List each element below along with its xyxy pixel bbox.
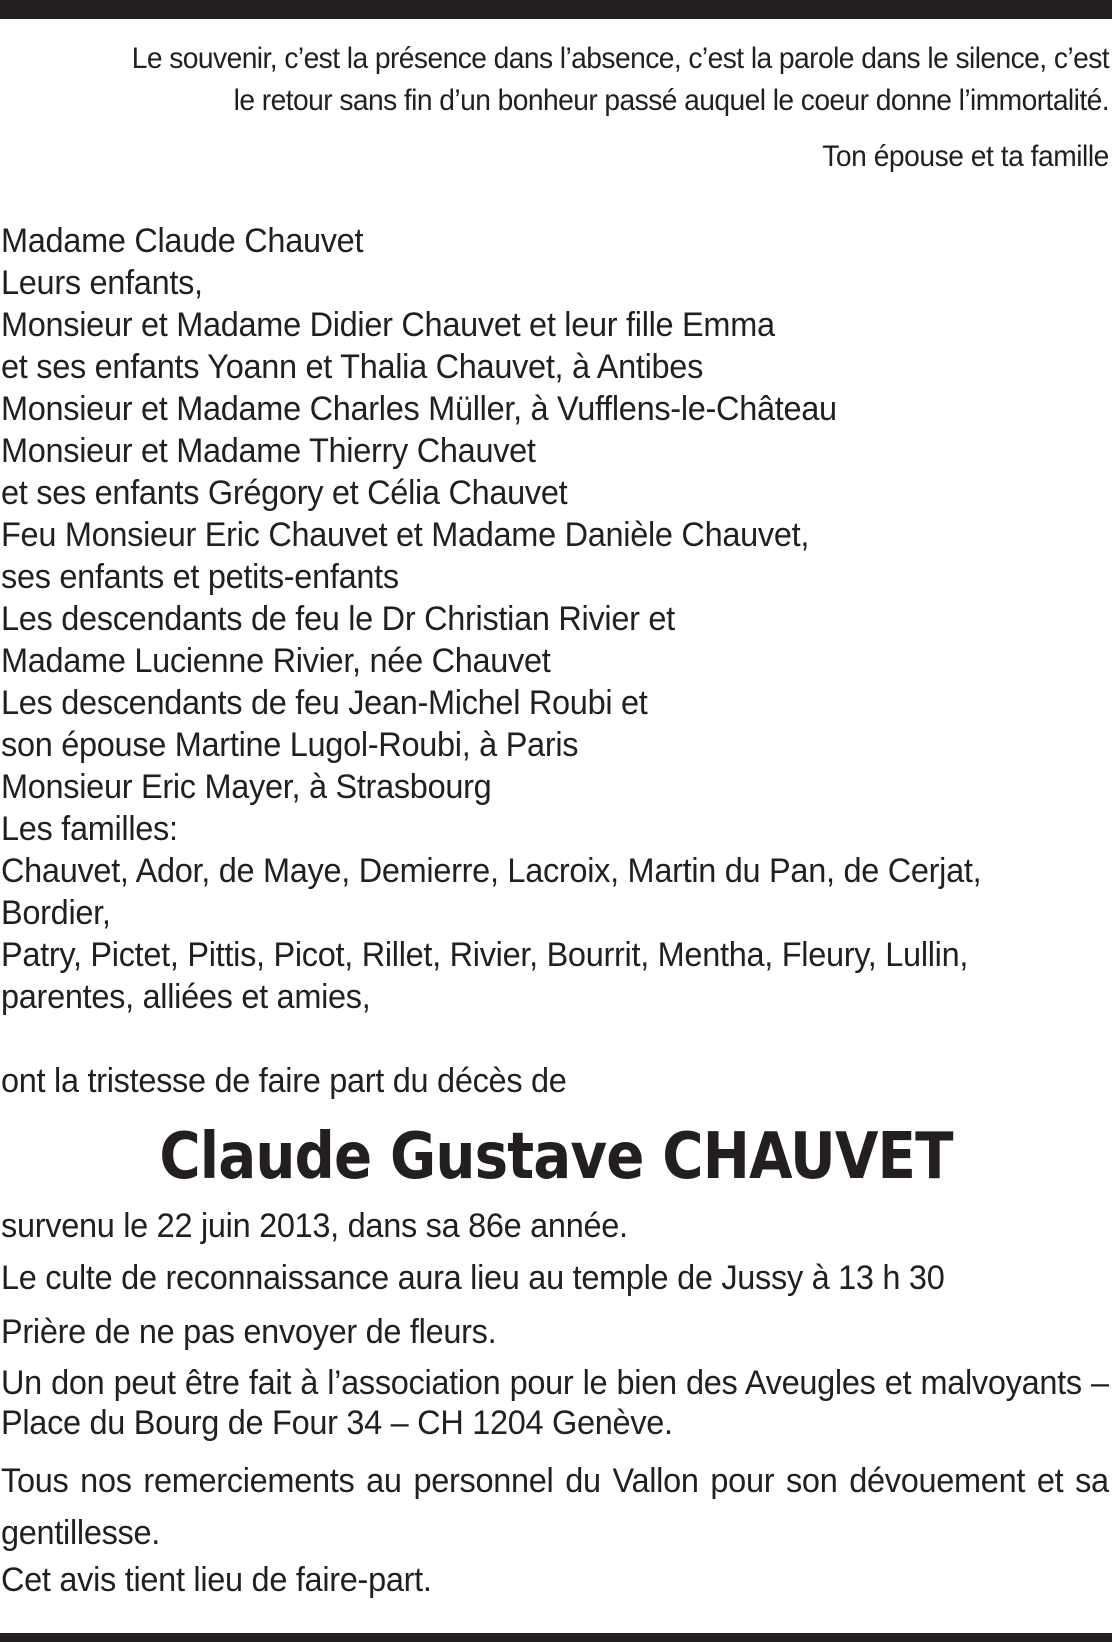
family-line: Bordier, (1, 894, 111, 932)
memorial-quote (84, 38, 1109, 122)
donation-info: Un don peut être fait à l’association pour le bien des Aveugles et malvoyants – Place du Bourg de Four 34 – CH 1204 Genève. (1, 1364, 1109, 1442)
family-line: Feu Monsieur Eric Chauvet et Madame Danièle Chauvet, (1, 516, 810, 554)
family-line: Monsieur et Madame Didier Chauvet et leur fille Emma (1, 306, 775, 344)
thanks-message: Tous nos remerciements au personnel du Vallon pour son dévouement et sa gentillesse. (1, 1462, 1109, 1552)
family-line: parentes, alliées et amies, (1, 978, 371, 1016)
family-line: Les descendants de feu le Dr Christian Rivier et (1, 600, 675, 638)
family-list (1, 220, 1109, 1018)
family-line: Monsieur et Madame Charles Müller, à Vufflens-le-Château (1, 390, 837, 428)
quote-line: le retour sans fin d’un bonheur passé auquel le coeur donne l’immortalité. (233, 84, 1109, 117)
service-info: Le culte de reconnaissance aura lieu au temple de Jussy à 13 h 30 (1, 1259, 945, 1297)
quote-signature: Ton épouse et ta famille (822, 140, 1109, 173)
family-line: Leurs enfants, (1, 264, 203, 302)
top-rule (0, 0, 1112, 19)
family-line: Les descendants de feu Jean-Michel Roubi et (1, 684, 648, 722)
deceased-name: Claude Gustave CHAUVET (159, 1120, 953, 1194)
family-line: ses enfants et petits-enfants (1, 558, 399, 596)
flowers-request: Prière de ne pas envoyer de fleurs. (1, 1313, 497, 1351)
family-line: et ses enfants Yoann et Thalia Chauvet, à Antibes (1, 348, 704, 386)
family-line: Patry, Pictet, Pittis, Picot, Rillet, Rivier, Bourrit, Mentha, Fleury, Lullin, (1, 936, 969, 974)
death-date: survenu le 22 juin 2013, dans sa 86e année. (1, 1207, 628, 1245)
notice-statement: Cet avis tient lieu de faire-part. (1, 1561, 432, 1599)
family-line: Madame Lucienne Rivier, née Chauvet (1, 642, 551, 680)
bottom-rule (0, 1633, 1112, 1642)
family-line: Monsieur Eric Mayer, à Strasbourg (1, 768, 492, 806)
announcement: ont la tristesse de faire part du décès de (1, 1062, 567, 1100)
family-line: Chauvet, Ador, de Maye, Demierre, Lacroix, Martin du Pan, de Cerjat, (1, 852, 982, 890)
quote-line: Le souvenir, c’est la présence dans l’absence, c’est la parole dans le silence, c’est (131, 42, 1109, 75)
family-line: Les familles: (1, 810, 178, 848)
family-line: son épouse Martine Lugol-Roubi, à Paris (1, 726, 579, 764)
family-line: Madame Claude Chauvet (1, 222, 364, 260)
family-line: et ses enfants Grégory et Célia Chauvet (1, 474, 568, 512)
family-line: Monsieur et Madame Thierry Chauvet (1, 432, 536, 470)
